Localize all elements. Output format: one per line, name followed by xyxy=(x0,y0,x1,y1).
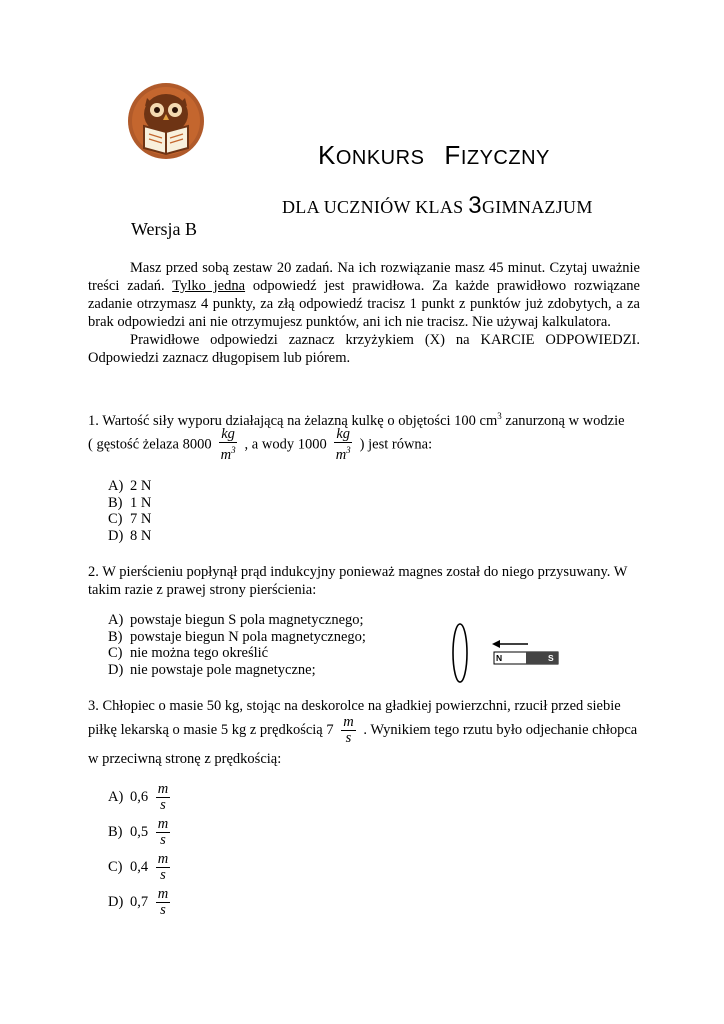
answer-option[interactable]: C) 7 N xyxy=(108,511,152,527)
magnet-south-label: S xyxy=(548,653,554,663)
ring-magnet-figure xyxy=(448,622,568,684)
question-2-answers xyxy=(108,612,366,678)
velocity-unit-fraction: $\frac{m}{s}$ xyxy=(157,781,169,813)
answer-option[interactable]: A) 2 N xyxy=(108,478,152,494)
page-title xyxy=(318,140,550,171)
answer-option[interactable]: C) nie można tego określić xyxy=(108,645,269,661)
arrow-left-icon xyxy=(492,640,528,648)
question-3-answers xyxy=(108,782,174,922)
velocity-unit-fraction: $\frac{m}{s}$ xyxy=(157,851,169,883)
answer-option[interactable]: D) 8 N xyxy=(108,527,152,544)
owl-logo-icon xyxy=(127,82,205,160)
underlined-phrase: Tylko jedna xyxy=(172,278,246,294)
answer-option[interactable]: D) nie powstaje pole magnetyczne; xyxy=(108,661,316,678)
velocity-unit-fraction: $\frac{m}{s}$ xyxy=(157,816,169,848)
title-rest-konkurs: ONKURS xyxy=(335,147,425,169)
question-1-answers xyxy=(108,478,151,544)
question-1-line-2: ( gęstość żelaza 8000 $\frac{kg}{m^3}$ , a wody 1000 $\frac{kg}{m^3}$ ) jest równa: xyxy=(88,426,433,463)
subtitle-post: GIMNAZJUM xyxy=(481,197,593,217)
instructions xyxy=(88,259,640,367)
velocity-unit-fraction: $\frac{m}{s}$ xyxy=(343,714,354,746)
question-3-line-3: w przeciwną stronę z prędkością: xyxy=(88,751,282,767)
subtitle-pre: DLA UCZNIÓW KLAS xyxy=(282,197,464,217)
answer-option[interactable]: C) 0,4 $\frac{m}{s}$ xyxy=(108,851,169,883)
density-unit-fraction: $\frac{kg}{m^3}$ xyxy=(220,426,236,463)
page-subtitle xyxy=(282,192,593,220)
question-1-line-1: 1. Wartość siły wyporu działającą na żelazną kulkę o objętości 100 $cm^3$ zanurzoną w wodzie xyxy=(88,411,625,429)
answer-option[interactable]: B) 1 N xyxy=(108,494,152,511)
answer-option[interactable]: B) 0,5 $\frac{m}{s}$ xyxy=(108,816,169,848)
subtitle-class-number: 3 xyxy=(468,192,482,219)
answer-option[interactable]: B) powstaje biegun N pola magnetycznego; xyxy=(108,628,366,645)
question-3-line-2: piłkę lekarską o masie 5 kg z prędkością 7 $\frac{m}{s}$ . Wynikiem tego rzutu było odjechanie chłopca xyxy=(88,714,638,746)
title-rest-fizyczny: IZYCZNY xyxy=(460,147,550,169)
answer-option[interactable]: D) 0,7 $\frac{m}{s}$ xyxy=(108,886,169,918)
ring-icon xyxy=(453,624,467,682)
instructions-paragraph-2: Prawidłowe odpowiedzi zaznacz krzyżykiem (X) na KARCIE ODPOWIEDZI. Odpowiedzi zaznacz długopisem lub piórem. xyxy=(88,332,640,366)
title-letter-f: F xyxy=(444,140,461,170)
magnet-north-label: N xyxy=(496,653,503,663)
question-3-line-1: 3. Chłopiec o masie 50 kg, stojąc na deskorolce na gładkiej powierzchni, rzucił przed siebie xyxy=(88,698,621,714)
version-label: Wersja B xyxy=(131,219,198,239)
answer-option[interactable]: A) powstaje biegun S pola magnetycznego; xyxy=(108,612,364,628)
density-unit-fraction: $\frac{kg}{m^3}$ xyxy=(335,426,351,463)
velocity-unit-fraction: $\frac{m}{s}$ xyxy=(157,886,169,918)
instructions-paragraph-1: Masz przed sobą zestaw 20 zadań. Na ich rozwiązanie masz 45 minut. Czytaj uważnie treści zadań. Tylko jedna odpowiedź jest prawidłowa. Za każde prawidłowo rozwiązane zadanie otrzymasz 4 punkty, za złą odpowiedź tracisz 1 punkt z punktów już zdobytych, a za brak odpowiedzi ani nie otrzymujesz punktów, ani ich nie tracisz. Nie używaj kalkulatora. xyxy=(88,260,640,330)
title-letter-k: K xyxy=(318,140,336,170)
answer-option[interactable]: A) 0,6 $\frac{m}{s}$ xyxy=(108,781,169,813)
question-2: 2. W pierścieniu popłynął prąd indukcyjny ponieważ magnes został do niego przysuwany. W takim razie z prawej strony pierścienia: xyxy=(88,564,628,598)
